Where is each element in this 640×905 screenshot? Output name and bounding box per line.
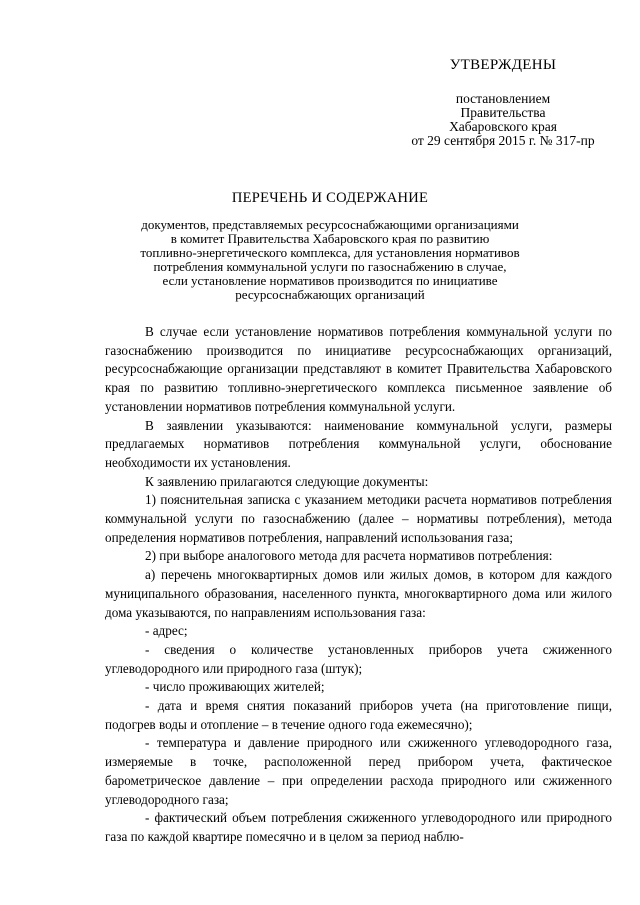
title-subtitle-line: документов, представляемых ресурсоснабжающими организациями [141,217,519,232]
approval-block [398,58,608,148]
approval-line: Правительства [460,105,546,120]
list-item: - фактический объем потребления сжиженного углеводородного или природного газа по каждой квартире помесячно и в целом за период наблю- [105,810,612,844]
approval-line: Хабаровского края [449,119,557,134]
document-title: ПЕРЕЧЕНЬ И СОДЕРЖАНИЕ [231,190,429,206]
title-subtitle-line: топливно-энергетического комплекса, для установления нормативов [140,245,520,260]
approval-date-line: от 29 сентября 2015 г. № 317-пр [411,133,595,148]
title-subtitle-line: если установление нормативов производится по инициативе [162,273,498,288]
title-subtitle-line: ресурсоснабжающих организаций [235,287,425,302]
list-item: - адрес; [145,623,188,639]
document-title-block [120,190,540,302]
list-item: - дата и время снятия показаний приборов учета (на приготовление пищи, подогрев воды и отопление – в течение одного года ежемесячно); [105,698,612,732]
document-body [105,323,612,847]
list-item: а) перечень многоквартирных домов или жилых домов, в котором для каждого муниципального образования, населенного пункта, многоквартирного дома или жилого дома указываются, по направлениям использования газа: [105,567,612,620]
title-subtitle-line: в комитет Правительства Хабаровского края по развитию [170,231,490,246]
approval-line: постановлением [455,91,551,106]
body-paragraph: К заявлению прилагаются следующие документы: [145,473,429,489]
body-paragraph: В заявлении указываются: наименование коммунальной услуги, размеры предлагаемых нормативов потребления коммунальной услуги, обоснование необходимости их установления. [105,417,612,470]
list-item: 2) при выборе аналогового метода для расчета нормативов потребления: [145,548,553,564]
title-subtitle-line: потребления коммунальной услуги по газоснабжению в случае, [153,259,507,274]
list-item: - число проживающих жителей; [145,679,325,695]
list-item: 1) пояснительная записка с указанием методики расчета нормативов потребления коммунальной услуги по газоснабжению (далее – нормативы потребления), метода определения нормативов потребления, направлений использования газа; [105,492,612,545]
list-item: - сведения о количестве установленных приборов учета сжиженного углеводородного или природного газа (штук); [105,641,612,676]
body-paragraph: В случае если установление нормативов потребления коммунальной услуги по газоснабжению производится по инициативе ресурсоснабжающих организаций, ресурсоснабжающие организации представляют в комитет Правительства Хабаровского края по развитию топливно-энергетического комплекса письменное заявление об установлении нормативов потребления коммунальной услуги. [105,324,612,414]
list-item: - температура и давление природного или сжиженного углеводородного газа, измеряемые в точке, расположенной перед прибором учета, фактическое барометрическое давление – при определении расхода природного или сжиженного углеводородного газа; [105,735,612,807]
approval-heading: УТВЕРЖДЕНЫ [449,57,557,73]
